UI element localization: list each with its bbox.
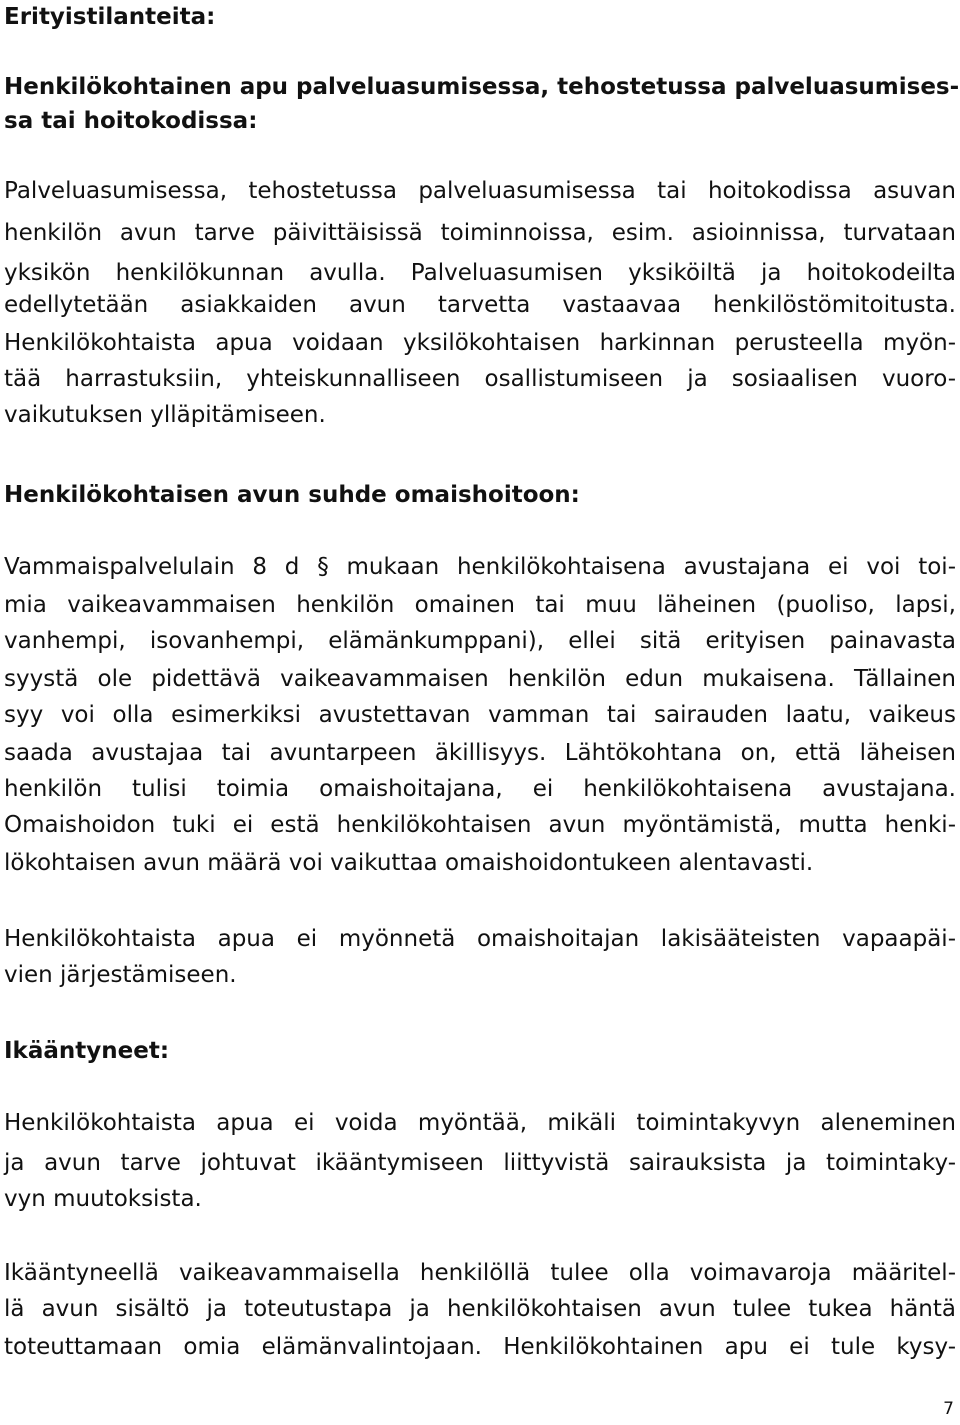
paragraph-line: lä avun sisältö ja toteutustapa ja henkilökohtaisen avun tulee tukea häntä: [4, 1296, 956, 1322]
paragraph-line: ja avun tarve johtuvat ikääntymiseen liittyvistä sairauksista ja toimintaky-: [4, 1150, 956, 1176]
paragraph-line: Henkilökohtaista apua ei voida myöntää, mikäli toimintakyvyn aleneminen: [4, 1110, 956, 1136]
section-heading-line: Ikääntyneet:: [4, 1038, 170, 1064]
paragraph-line: Omaishoidon tuki ei estä henkilökohtaisen avun myöntämistä, mutta henki-: [4, 812, 956, 838]
paragraph-line: lökohtaisen avun määrä voi vaikuttaa omaishoidontukeen alentavasti.: [4, 850, 814, 876]
paragraph-line: henkilön avun tarve päivittäisissä toiminnoissa, esim. asioinnissa, turvataan: [4, 220, 956, 246]
paragraph-line: tää harrastuksiin, yhteiskunnalliseen osallistumiseen ja sosiaalisen vuoro-: [4, 366, 956, 392]
paragraph-line: vanhempi, isovanhempi, elämänkumppani), ellei sitä erityisen painavasta: [4, 628, 956, 654]
page-number: 7: [943, 1399, 954, 1419]
paragraph-line: yksikön henkilökunnan avulla. Palveluasumisen yksiköiltä ja hoitokodeilta: [4, 260, 956, 286]
paragraph-line: Vammaispalvelulain 8 d § mukaan henkilökohtaisena avustajana ei voi toi-: [4, 554, 956, 580]
section-heading-line: sa tai hoitokodissa:: [4, 108, 258, 134]
paragraph-line: Henkilökohtaista apua ei myönnetä omaishoitajan lakisääteisten vapaapäi-: [4, 926, 956, 952]
paragraph-line: syystä ole pidettävä vaikeavammaisen henkilön edun mukaisena. Tällainen: [4, 666, 956, 692]
paragraph-line: mia vaikeavammaisen henkilön omainen tai muu läheinen (puoliso, lapsi,: [4, 592, 956, 618]
paragraph-line: vien järjestämiseen.: [4, 962, 237, 988]
page-heading: Erityistilanteita:: [4, 4, 216, 30]
paragraph-line: Ikääntyneellä vaikeavammaisella henkilöllä tulee olla voimavaroja määritel-: [4, 1260, 956, 1286]
paragraph-line: syy voi olla esimerkiksi avustettavan vamman tai sairauden laatu, vaikeus: [4, 702, 956, 728]
paragraph-line: saada avustajaa tai avuntarpeen äkillisyys. Lähtökohtana on, että läheisen: [4, 740, 956, 766]
paragraph-line: Henkilökohtaista apua voidaan yksilökohtaisen harkinnan perusteella myön-: [4, 330, 956, 356]
section-heading-line: Henkilökohtainen apu palveluasumisessa, tehostetussa palveluasumises-: [4, 74, 960, 100]
paragraph-line: edellytetään asiakkaiden avun tarvetta vastaavaa henkilöstömitoitusta.: [4, 292, 956, 318]
paragraph-line: Palveluasumisessa, tehostetussa palveluasumisessa tai hoitokodissa asuvan: [4, 178, 956, 204]
paragraph-line: henkilön tulisi toimia omaishoitajana, ei henkilökohtaisena avustajana.: [4, 776, 956, 802]
paragraph-line: vyn muutoksista.: [4, 1186, 202, 1212]
section-heading-line: Henkilökohtaisen avun suhde omaishoitoon:: [4, 482, 580, 508]
paragraph-line: toteuttamaan omia elämänvalintojaan. Henkilökohtainen apu ei tule kysy-: [4, 1334, 956, 1360]
paragraph-line: vaikutuksen ylläpitämiseen.: [4, 402, 326, 428]
